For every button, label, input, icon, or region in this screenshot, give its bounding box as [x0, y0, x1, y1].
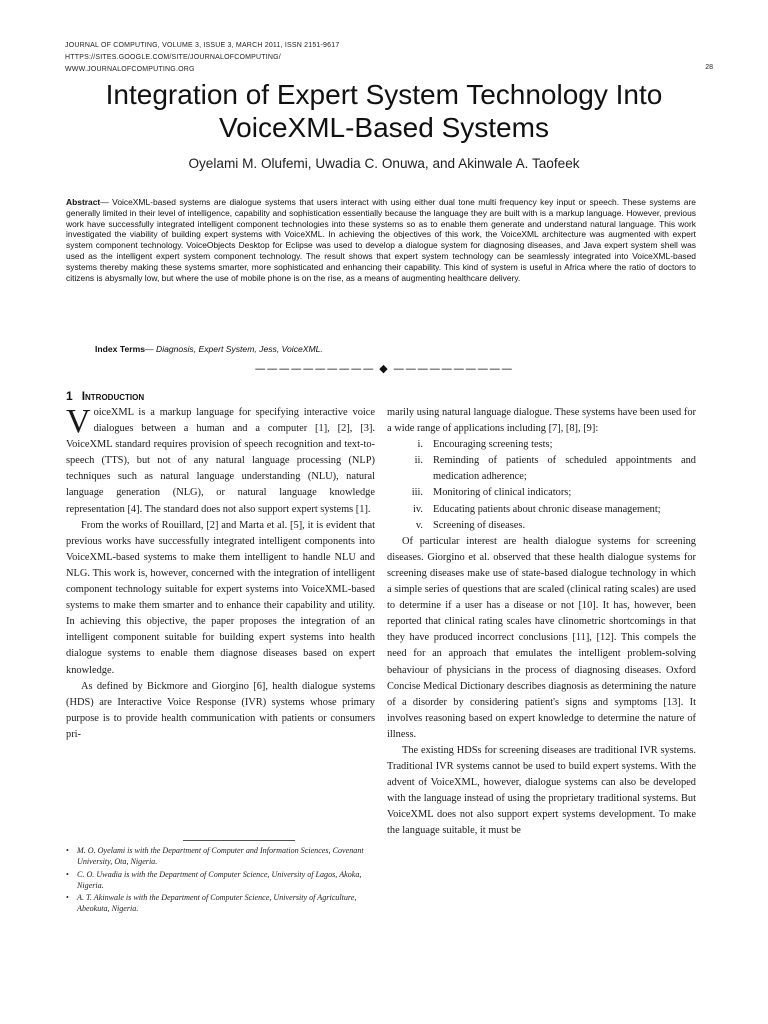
right-paragraph-3: The existing HDSs for screening diseases are traditional IVR systems. Traditional IVR systems cannot be used to build expert systems. With the advent of VoiceXML, however, dialogue systems can also be developed with the language instead of using the proprietary traditional systems. But VoiceXML does not also support expert systems development. To make the language suitable, it must be — [387, 744, 696, 837]
footnote-rule — [183, 840, 295, 841]
footnote-text: M. O. Oyelami is with the Department of Computer and Information Sciences, Covenant University, Ota, Nigeria. — [77, 846, 364, 867]
list-item — [387, 502, 696, 518]
list-item-text: Reminding of patients of scheduled appointments and medication adherence; — [433, 455, 696, 483]
list-item — [387, 485, 696, 501]
intro-paragraph-3: As defined by Bickmore and Giorgino [6], health dialogue systems (HDS) are Interactive Voice Response (IVR) systems whose primary purpose is to provide health communication with patients or consumers pri- — [66, 680, 375, 740]
paper-title — [40, 78, 728, 144]
footnote-text: A. T. Akinwale is with the Department of Computer Science, University of Agriculture, Abeokuta, Nigeria. — [77, 893, 357, 914]
footnote-item — [66, 845, 378, 868]
drop-cap: V — [66, 403, 91, 440]
index-terms-text: Diagnosis, Expert System, Jess, VoiceXML. — [153, 344, 323, 354]
list-item — [387, 453, 696, 485]
list-item-text: Encouraging screening tests; — [433, 439, 553, 451]
list-marker: ii. — [414, 455, 423, 467]
intro-paragraph-1-text: oiceXML is a markup language for specifying interactive voice dialogues between a human and a computer [1], [2], [3]. VoiceXML standard requires provision of speech recognition and text-to-speech (TTS), but not of any natural language processing (NLP) techniques such as natural language understanding (NLU), natural language generation (NLG), or natural language knowledge representation [4]. The standard does not also support expert systems [1]. — [66, 407, 375, 515]
section-number: 1 — [66, 389, 73, 403]
title-line-2: VoiceXML-Based Systems — [219, 112, 549, 143]
abstract-label: Abstract — [66, 197, 101, 207]
bullet-icon: • — [66, 869, 69, 879]
intro-paragraph-2: From the works of Rouillard, [2] and Marta et al. [5], it is evident that previous works have successfully integrated intelligent components into VoiceXML-based systems to make them intelligent to handle NLU and NLG. This work is, however, concerned with the integration of intelligent component technology suitable for expert systems into VoiceXML-based systems to make them smarter and to enhance their capability and utility. In achieving this objective, the paper proposes the integration of an intelligent component suitable for building expert systems into health dialogue systems to enable them diagnose diseases based on expert knowledge. — [66, 519, 375, 676]
journal-url-sites[interactable]: HTTPS://SITES.GOOGLE.COM/SITE/JOURNALOFCOMPUTING/ — [65, 54, 281, 61]
page-number: 28 — [705, 64, 713, 71]
section-title: Introduction — [81, 389, 145, 403]
list-item — [387, 518, 696, 534]
footnote-text: C. O. Uwadia is with the Department of Computer Science, University of Lagos, Akoka, Nigeria. — [77, 869, 362, 890]
bullet-icon: • — [66, 846, 69, 855]
section-heading — [66, 389, 144, 403]
footnote-item — [66, 892, 378, 915]
title-line-1: Integration of Expert System Technology Into — [105, 79, 663, 110]
right-paragraph-1: marily using natural language dialogue. These systems have been used for a wide range of applications including [7], [8], [9]: — [387, 407, 696, 435]
right-column — [387, 405, 696, 840]
abstract-dash: — — [100, 197, 109, 207]
bullet-icon: • — [66, 893, 69, 903]
journal-header — [65, 40, 705, 76]
journal-citation: JOURNAL OF COMPUTING, VOLUME 3, ISSUE 3, MARCH 2011, ISSN 2151-9617 — [65, 42, 340, 49]
list-marker: v. — [415, 519, 423, 531]
applications-list — [387, 437, 696, 534]
list-marker: iv. — [412, 503, 423, 515]
journal-url-www[interactable]: WWW.JOURNALOFCOMPUTING.ORG — [65, 66, 195, 73]
abstract-text: VoiceXML-based systems are dialogue systems that users interact with using either dual tone multi frequency key input or speech. These systems are generally limited in their level of intelligence, capability and sophistication essentially because the language they are built with is a markup language. However, previous work have successfully integrated intelligent component technologies into these systems so as to enable them generate and understand natural language. This work investigated the viability of building expert systems with VoiceXML. In achieving the objectives of this work, the VoiceXML architecture was augmented with expert system component technology. VoiceObjects Desktop for Eclipse was used to develop a dialogue system for diagnosing diseases, and Java expert system shell was used as the intelligent expert system component technology. The result shows that expert system technology can be seamlessly integrated into VoiceXML-based systems thereby making these systems smarter, more sophisticated and enhancing their capability. This kind of system is useful in Africa where the ratio of doctors to citizens is abysmally low, but where the use of mobile phone is on the rise, as a means of augmenting healthcare delivery. — [66, 197, 696, 283]
left-column — [66, 405, 375, 743]
footnote-item — [66, 869, 378, 892]
index-terms-label: Index Terms — [95, 344, 145, 354]
list-item — [387, 437, 696, 453]
list-item-text: Educating patients about chronic disease management; — [433, 503, 661, 515]
right-paragraph-2: Of particular interest are health dialogue systems for screening diseases. Giorgino et al. observed that these health dialogue systems for screening diseases make use of state-based dialogue technology in which a simple series of questions that are scaled (clinical rating scales) are used to determine if a user has a disease or not [10]. It has, however, been reported that clinical rating scales have clinometric shortcomings in that they have produced incorrect conclusions [11], [12]. This compels the need for an approach that emulates the intelligent problem-solving behaviour of physicians in the process of diagnosing diseases. Oxford Concise Medical Dictionary describes diagnosis as determining the nature of a disorder by considering patient's signs and symptoms [13]. It involves reasoning based on expert knowledge to determine the nature of illness. — [387, 535, 696, 740]
section-separator: —————————— ◆ —————————— — [254, 362, 514, 375]
index-terms — [95, 344, 695, 354]
list-item-text: Screening of diseases. — [433, 519, 526, 531]
author-list: Oyelami M. Olufemi, Uwadia C. Onuwa, and Akinwale A. Taofeek — [188, 156, 580, 171]
list-item-text: Monitoring of clinical indicators; — [433, 487, 572, 499]
abstract — [66, 197, 696, 283]
intro-paragraph-1 — [66, 405, 375, 518]
index-terms-dash: — — [145, 344, 154, 354]
author-footnotes — [66, 845, 378, 916]
list-marker: i. — [417, 439, 423, 451]
list-marker: iii. — [411, 487, 423, 499]
